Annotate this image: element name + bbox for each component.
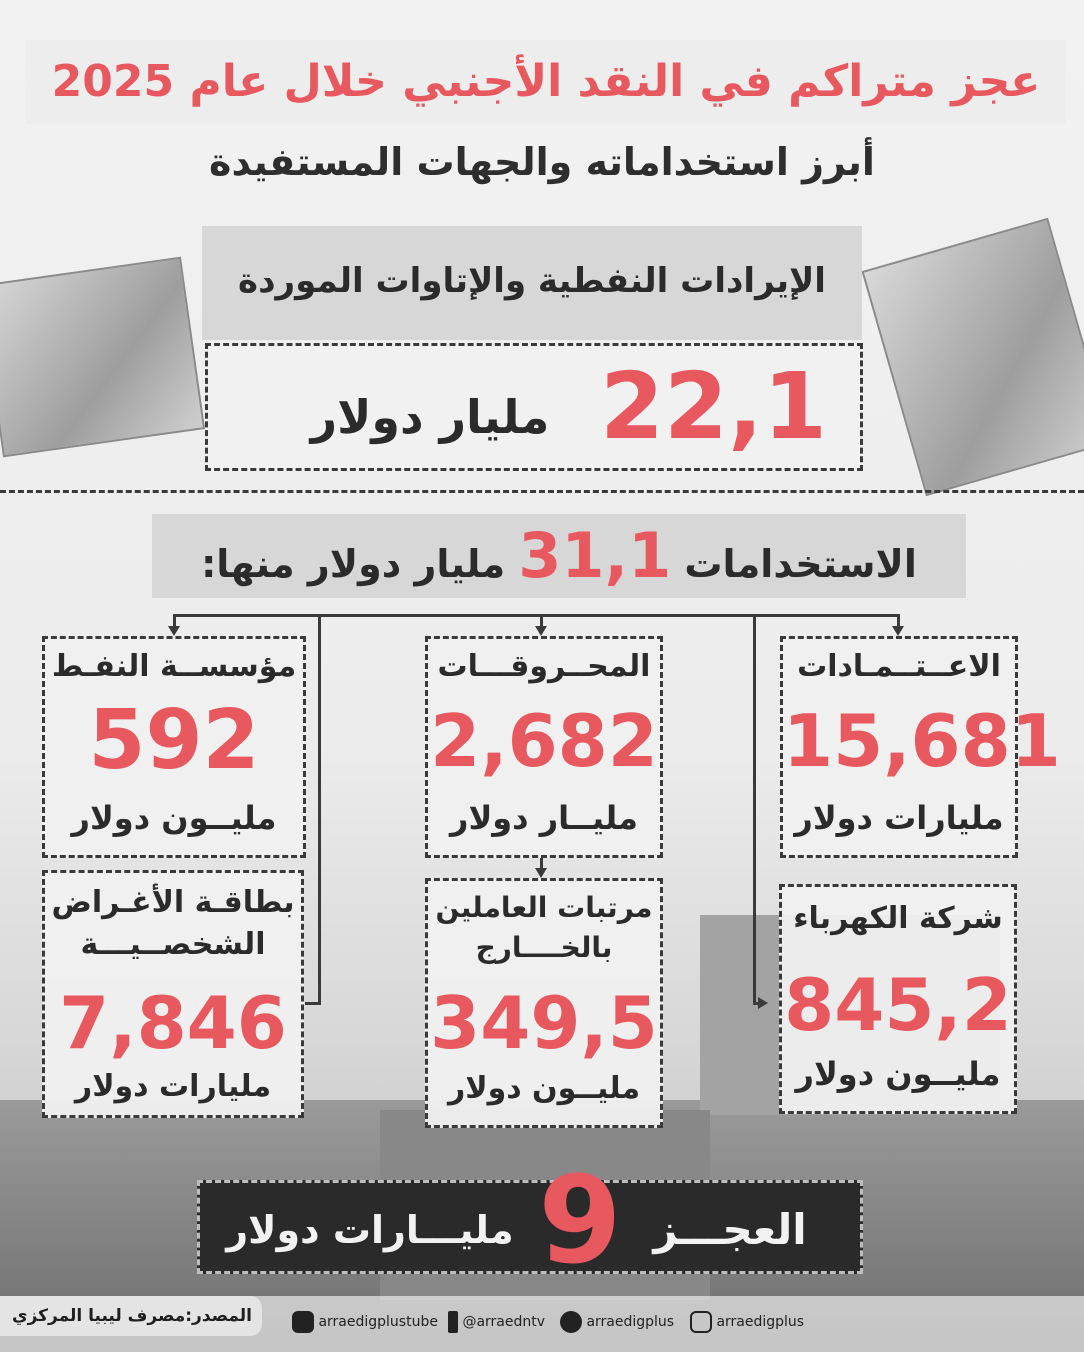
revenue-value: 22,1 [600,353,827,460]
banknote-right-illustration [862,218,1084,496]
connector-horizontal [173,614,900,617]
fuel-title: المحــروقـــات [437,649,651,684]
electricity-unit: مليــون دولار [795,1055,1001,1093]
arrow-credits [892,626,904,636]
uses-heading [152,514,966,598]
facebook-icon [448,1311,458,1333]
facebook-handle: @arraedntv [462,1314,546,1330]
facebook-link[interactable] [448,1308,545,1336]
youtube-icon [292,1311,314,1333]
uses-suffix: مليار دولار منها: [201,542,506,586]
deficit-label: العجـــز [653,1205,807,1254]
page-title: عجز متراكم في النقد الأجنبي خلال عام 2025 [51,56,1041,107]
electricity-title: شركة الكهرباء [793,901,1003,936]
credits-value: 15,681 [783,699,1061,783]
page-subtitle: أبرز استخداماته والجهات المستفيدة [209,140,875,184]
salaries-unit: مليــون دولار [447,1071,641,1106]
credits-box [780,636,1061,858]
personal-unit: مليارات دولار [74,1069,272,1104]
arrow-salaries [535,868,547,878]
instagram-handle: arraedigplus [716,1314,805,1330]
credits-unit: مليارات دولار [794,799,1004,837]
uses-prefix: الاستخدامات [684,542,917,586]
revenue-unit: مليار دولار [310,390,550,444]
credits-title: الاعــتــمـادات [797,649,1001,684]
connector-personal-horizontal [305,1002,321,1005]
connector-personal-vertical [318,614,321,1004]
salaries-box [425,878,663,1128]
uses-value: 31,1 [518,519,672,592]
revenue-label: الإيرادات النفطية والإتاوات الموردة [238,261,826,301]
banknote-left-illustration [0,257,205,458]
arrow-noc [168,626,180,636]
electricity-box [779,884,1017,1114]
connector-electricity-vertical [753,614,756,1004]
noc-value: 592 [88,693,260,788]
arrow-fuel [535,626,547,636]
salaries-value: 349,5 [430,981,658,1065]
salaries-title-line1: مرتبات العاملين [435,891,653,924]
deficit-unit: مليـــارات دولار [226,1208,514,1252]
personal-box [42,870,304,1118]
fuel-value: 2,682 [430,699,658,783]
twitter-link[interactable] [560,1308,674,1336]
noc-unit: مليــون دولار [71,799,277,837]
source-text: المصدر:مصرف ليبيا المركزي [11,1306,252,1326]
instagram-icon [690,1311,712,1333]
fuel-box [425,636,663,858]
personal-title-line2: الشخصــيـــة [80,927,266,962]
connector-electricity-horizontal [753,1002,761,1005]
youtube-link[interactable] [292,1308,438,1336]
personal-value: 7,846 [59,981,287,1065]
noc-title: مؤسســة النفـط [51,649,297,684]
section-divider [0,490,1084,493]
electricity-value: 845,2 [784,963,1012,1047]
twitter-handle: arraedigplus [586,1314,675,1330]
deficit-value: 9 [538,1152,622,1291]
twitter-icon [560,1311,582,1333]
instagram-link[interactable] [690,1308,804,1336]
salaries-title-line2: بالخــــارج [475,931,613,964]
source-box [0,1296,262,1336]
personal-title-line1: بطاقـة الأغـراض [51,885,295,920]
fuel-unit: مليــار دولار [450,799,638,837]
noc-box [42,636,306,858]
youtube-handle: arraedigplustube [318,1314,438,1330]
